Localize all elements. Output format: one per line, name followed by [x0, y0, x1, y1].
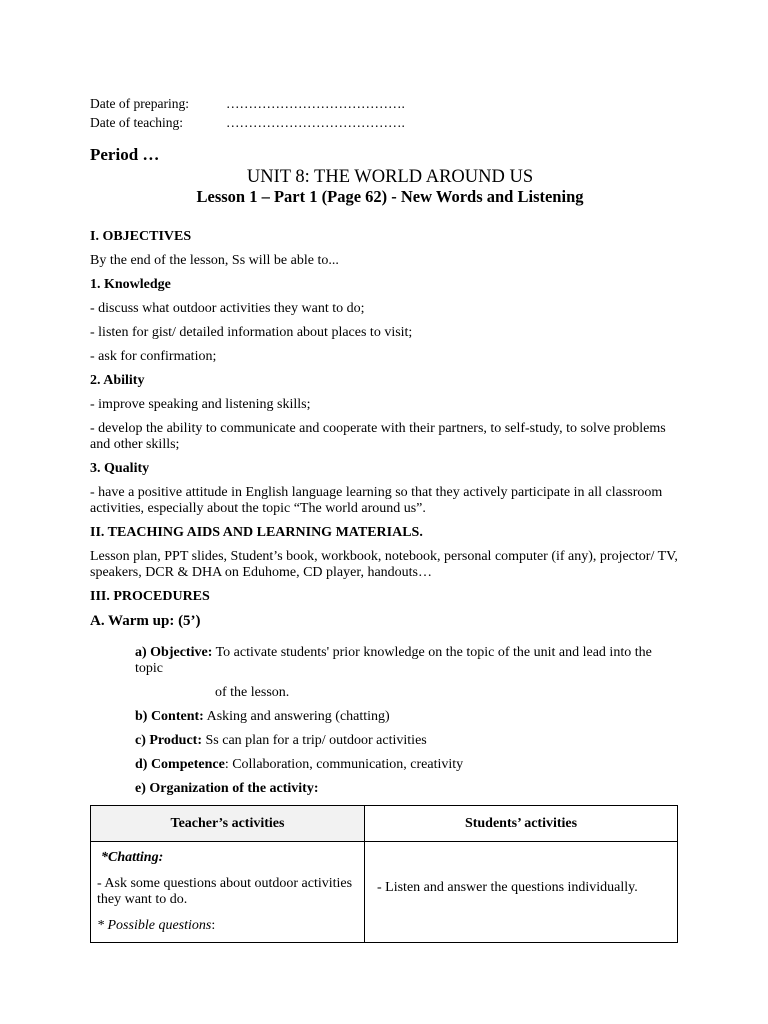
objectives-heading: I. OBJECTIVES — [90, 229, 192, 244]
table-row — [91, 842, 678, 943]
date-teaching-row — [90, 115, 680, 134]
student-activity-text: - Listen and answer the questions individually. — [377, 880, 638, 895]
ability-item: - improve speaking and listening skills; — [90, 397, 311, 412]
knowledge-heading: 1. Knowledge — [90, 277, 171, 292]
competence-text: : Collaboration, communication, creativity — [224, 757, 464, 772]
possible-questions-label: * Possible questions — [97, 918, 212, 933]
objective-text: To activate students' prior knowledge on the topic of the unit and lead into the topic — [135, 645, 652, 676]
knowledge-item: - listen for gist/ detailed information about places to visit; — [90, 325, 413, 340]
warmup-heading: A. Warm up: (5’) — [90, 613, 201, 629]
chatting-label: *Chatting: — [101, 850, 164, 865]
knowledge-item: - discuss what outdoor activities they want to do; — [90, 301, 365, 316]
objective-line — [90, 645, 680, 677]
table-header-row — [91, 806, 678, 842]
teacher-activity-text: - Ask some questions about outdoor activities they want to do. — [97, 876, 353, 907]
date-preparing-row — [90, 96, 680, 115]
quality-heading: 3. Quality — [90, 461, 150, 476]
date-teaching-label: Date of teaching: — [90, 115, 183, 130]
content-label: b) Content: — [135, 709, 204, 724]
ability-item: - develop the ability to communicate and cooperate with their partners, to self-study, to solve problems and other skills; — [90, 421, 666, 452]
competence-label: d) Competence — [135, 757, 225, 772]
teacher-activities-header: Teacher’s activities — [91, 806, 365, 842]
teaching-aids-heading: II. TEACHING AIDS AND LEARNING MATERIALS. — [90, 525, 423, 540]
lesson-plan-page — [90, 96, 680, 943]
product-text: Ss can plan for a trip/ outdoor activities — [205, 733, 427, 748]
product-label: c) Product: — [135, 733, 202, 748]
organization-label: e) Organization of the activity: — [135, 781, 319, 796]
content-text: Asking and answering (chatting) — [206, 709, 390, 724]
procedures-heading: III. PROCEDURES — [90, 589, 210, 604]
competence-line — [90, 757, 680, 773]
objectives-intro: By the end of the lesson, Ss will be able to... — [90, 253, 339, 268]
students-activities-header: Students’ activities — [365, 806, 678, 842]
possible-questions-line — [97, 918, 358, 934]
possible-questions-colon: : — [211, 918, 216, 933]
product-line — [90, 733, 680, 749]
unit-title: UNIT 8: THE WORLD AROUND US — [246, 167, 534, 187]
quality-item: - have a positive attitude in English language learning so that they actively participate in all classroom activities, especially about the topic “The world around us”. — [90, 485, 663, 516]
ability-heading: 2. Ability — [90, 373, 145, 388]
period-heading: Period … — [90, 145, 160, 164]
objective-label: a) Objective: — [135, 645, 213, 660]
date-preparing-value: …………………………………. — [226, 96, 405, 111]
date-teaching-value: …………………………………. — [226, 115, 405, 130]
date-preparing-label: Date of preparing: — [90, 96, 189, 111]
knowledge-item: - ask for confirmation; — [90, 349, 217, 364]
lesson-title: Lesson 1 – Part 1 (Page 62) - New Words and Listening — [196, 187, 584, 206]
students-activities-cell — [365, 842, 678, 943]
teaching-aids-text: Lesson plan, PPT slides, Student’s book, workbook, notebook, personal computer (if any), projector/ TV, speakers, DCR & DHA on Eduhome, CD player, handouts… — [90, 549, 678, 580]
teacher-activities-cell — [91, 842, 365, 943]
content-line — [90, 709, 680, 725]
objective-text-cont: of the lesson. — [215, 685, 290, 700]
activities-table — [90, 805, 678, 943]
